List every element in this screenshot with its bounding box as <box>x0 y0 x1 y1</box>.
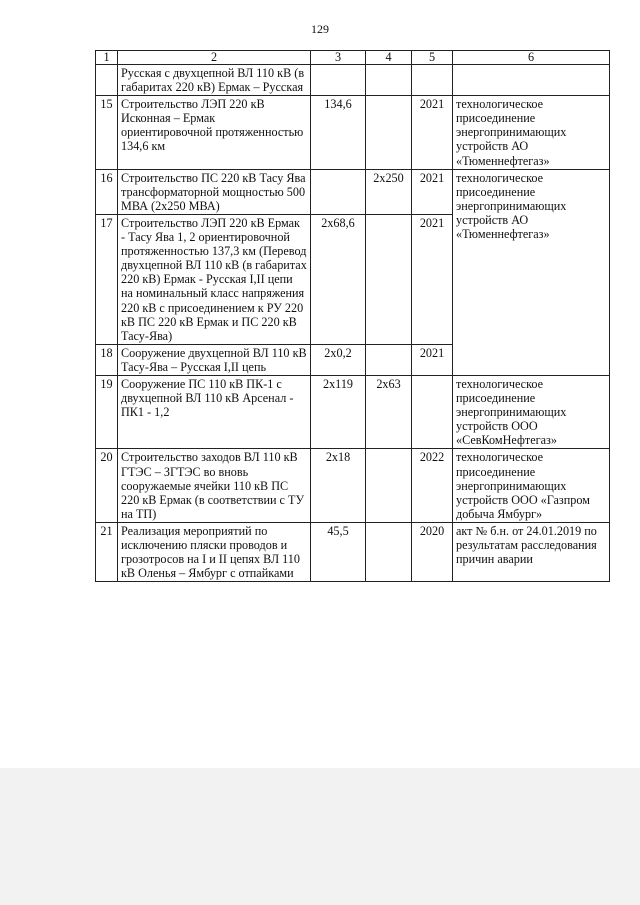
row-length: 45,5 <box>311 522 366 581</box>
row-length: 2х68,6 <box>311 214 366 344</box>
header-col-5: 5 <box>412 51 453 65</box>
row-number: 21 <box>96 522 118 581</box>
table-row <box>96 375 610 448</box>
row-justification: технологическое присоединение энергопринимающих устройств ООО «Газпром добыча Ямбург» <box>453 449 610 522</box>
table-row <box>96 169 610 214</box>
row-year: 2021 <box>412 214 453 344</box>
table-row <box>96 96 610 169</box>
row-power: 2х63 <box>366 375 412 448</box>
row-length: 2х18 <box>311 449 366 522</box>
row-year: 2021 <box>412 344 453 375</box>
blank-area <box>0 768 640 905</box>
row-justification <box>453 65 610 96</box>
row-power <box>366 96 412 169</box>
row-description: Строительство заходов ВЛ 110 кВ ГТЭС – ЗГТЭС во вновь сооружаемые ячейки 110 кВ ПС 220 кВ Ермак (в соответствии с ТУ на ТП) <box>118 449 311 522</box>
row-number: 19 <box>96 375 118 448</box>
row-number: 20 <box>96 449 118 522</box>
row-justification: технологическое присоединение энергопринимающих устройств ООО «СевКомНефтегаз» <box>453 375 610 448</box>
page-number: 129 <box>311 22 329 36</box>
row-year <box>412 65 453 96</box>
row-description: Русская с двухцепной ВЛ 110 кВ (в габаритах 220 кВ) Ермак – Русская <box>118 65 311 96</box>
row-length: 134,6 <box>311 96 366 169</box>
row-length <box>311 169 366 214</box>
row-description: Реализация мероприятий по исключению пляски проводов и грозотросов на I и II цепях ВЛ 110 кВ Оленья – Ямбург с отпайками <box>118 522 311 581</box>
table-row <box>96 65 610 96</box>
row-description: Сооружение ПС 110 кВ ПК-1 с двухцепной ВЛ 110 кВ Арсенал - ПК1 - 1,2 <box>118 375 311 448</box>
row-year: 2021 <box>412 96 453 169</box>
header-col-3: 3 <box>311 51 366 65</box>
projects-table <box>95 50 610 582</box>
row-power <box>366 522 412 581</box>
row-year: 2021 <box>412 169 453 214</box>
row-power <box>366 344 412 375</box>
row-length <box>311 65 366 96</box>
header-col-4: 4 <box>366 51 412 65</box>
header-col-2: 2 <box>118 51 311 65</box>
row-number: 18 <box>96 344 118 375</box>
row-number <box>96 65 118 96</box>
row-description: Строительство ПС 220 кВ Тасу Ява трансформаторной мощностью 500 МВА (2х250 МВА) <box>118 169 311 214</box>
row-description: Строительство ЛЭП 220 кВ Ермак - Тасу Ява 1, 2 ориентировочной протяженностью 137,3 км (Перевод двухцепной ВЛ 110 кВ (в габаритах 220 кВ) Ермак - Русская I,II цепи на номинальный класс напряжения 220 кВ с присоединением к РУ 220 кВ ПС 220 кВ Ермак и ПС 220 кВ Тасу-Ява) <box>118 214 311 344</box>
row-power <box>366 449 412 522</box>
row-description: Сооружение двухцепной ВЛ 110 кВ Тасу-Ява – Русская I,II цепь <box>118 344 311 375</box>
header-col-1: 1 <box>96 51 118 65</box>
row-justification: технологическое присоединение энергопринимающих устройств АО «Тюменнефтегаз» <box>453 169 610 375</box>
row-description: Строительство ЛЭП 220 кВ Исконная – Ермак ориентировочной протяженностью 134,6 км <box>118 96 311 169</box>
header-col-6: 6 <box>453 51 610 65</box>
table-row <box>96 522 610 581</box>
row-length: 2х0,2 <box>311 344 366 375</box>
row-justification: акт № б.н. от 24.01.2019 по результатам расследования причин аварии <box>453 522 610 581</box>
header-row <box>96 51 610 65</box>
row-power <box>366 214 412 344</box>
row-number: 16 <box>96 169 118 214</box>
row-year <box>412 375 453 448</box>
row-power <box>366 65 412 96</box>
row-year: 2020 <box>412 522 453 581</box>
row-year: 2022 <box>412 449 453 522</box>
row-power: 2х250 <box>366 169 412 214</box>
row-number: 15 <box>96 96 118 169</box>
table-row <box>96 449 610 522</box>
row-number: 17 <box>96 214 118 344</box>
row-length: 2х119 <box>311 375 366 448</box>
row-justification: технологическое присоединение энергопринимающих устройств АО «Тюменнефтегаз» <box>453 96 610 169</box>
